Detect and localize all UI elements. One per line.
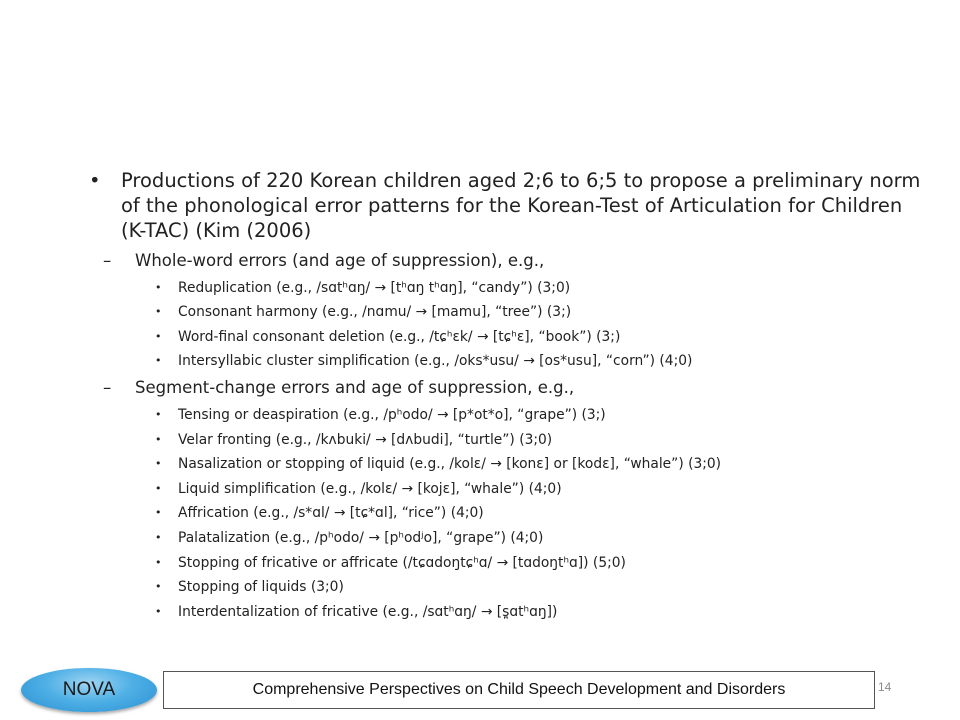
list-item xyxy=(155,352,908,370)
bullet-dot: • xyxy=(155,280,162,294)
bullet-dot: • xyxy=(155,407,162,421)
list-item xyxy=(155,480,908,498)
list-item-text: Reduplication (e.g., /sɑtʰɑŋ/ → [tʰɑŋ tʰɑŋ], “candy”) (3;0) xyxy=(178,279,571,296)
bullet-dot: • xyxy=(155,305,162,319)
main-bullet xyxy=(89,168,921,243)
nova-badge xyxy=(21,668,157,712)
list-item xyxy=(155,504,908,522)
section-heading-text: Whole-word errors (and age of suppression), e.g., xyxy=(135,251,545,270)
list-item xyxy=(155,303,908,321)
list-item-text: Interdentalization of fricative (e.g., /sɑtʰɑŋ/ → [s̪ɑtʰɑŋ]) xyxy=(178,603,558,620)
list-item xyxy=(155,603,908,621)
bullet-dot: • xyxy=(155,604,162,618)
bullet-dot: • xyxy=(155,530,162,544)
main-bullet-text: Productions of 220 Korean children aged 2;6 to 6;5 to propose a preliminary norm of the phonological error patterns for the Korean-Test of Articulation for Children (K-TAC) (Kim (2006) xyxy=(121,169,921,242)
footer-title: Comprehensive Perspectives on Child Speech Development and Disorders xyxy=(252,681,786,698)
list-item xyxy=(155,406,908,424)
dash-marker: – xyxy=(103,378,112,398)
list-item-text: Affrication (e.g., /s*ɑl/ → [tɕ*ɑl], “rice”) (4;0) xyxy=(178,505,484,522)
list-item-text: Palatalization (e.g., /pʰodo/ → [pʰodʲo], “grape”) (4;0) xyxy=(178,529,544,546)
bullet-dot: • xyxy=(155,354,162,368)
list-item-text: Stopping of fricative or affricate (/tɕɑdoŋtɕʰɑ/ → [tɑdoŋtʰɑ]) (5;0) xyxy=(178,554,626,571)
list-item-text: Nasalization or stopping of liquid (e.g., /kolɛ/ → [konɛ] or [kodɛ], “whale”) (3;0) xyxy=(178,456,722,473)
bullet-dot: • xyxy=(155,457,162,471)
list-item-text: Velar fronting (e.g., /kʌbuki/ → [dʌbudi], “turtle”) (3;0) xyxy=(178,431,553,448)
list-item xyxy=(155,554,908,572)
bullet-dot: • xyxy=(155,506,162,520)
list-item-text: Tensing or deaspiration (e.g., /pʰodo/ → [p*ot*o], “grape”) (3;) xyxy=(178,406,606,423)
dash-marker: – xyxy=(103,251,112,270)
list-item-text: Stopping of liquids (3;0) xyxy=(178,579,344,596)
bullet-dot: • xyxy=(155,481,162,495)
list-item-text: Liquid simplification (e.g., /kolɛ/ → [kojɛ], “whale”) (4;0) xyxy=(178,480,562,497)
list-item xyxy=(155,455,908,473)
page-number: 14 xyxy=(878,680,892,694)
list-item-text: Word-final consonant deletion (e.g., /tɕʰɛk/ → [tɕʰɛ], “book”) (3;) xyxy=(178,328,621,345)
bullet-dot: • xyxy=(155,555,162,569)
list-item-text: Consonant harmony (e.g., /nɑmu/ → [mamu], “tree”) (3;) xyxy=(178,304,572,321)
list-item xyxy=(155,328,908,346)
list-item xyxy=(155,279,908,297)
bullet-dot: • xyxy=(89,169,101,192)
section-heading-whole-word xyxy=(103,250,915,272)
nova-badge-label: NOVA xyxy=(62,679,116,700)
slide-content xyxy=(0,168,960,621)
list-item xyxy=(155,529,908,547)
bullet-dot: • xyxy=(155,329,162,343)
section-heading-segment-change xyxy=(103,377,915,399)
list-item xyxy=(155,578,908,596)
list-item-text: Intersyllabic cluster simplification (e.g., /oks*usu/ → [os*usu], “corn”) (4;0) xyxy=(178,353,693,370)
footer-title-box xyxy=(163,671,875,709)
bullet-dot: • xyxy=(155,432,162,446)
list-item xyxy=(155,431,908,449)
bullet-dot: • xyxy=(155,580,162,594)
section-heading-text: Segment-change errors and age of suppression, e.g., xyxy=(135,378,575,398)
